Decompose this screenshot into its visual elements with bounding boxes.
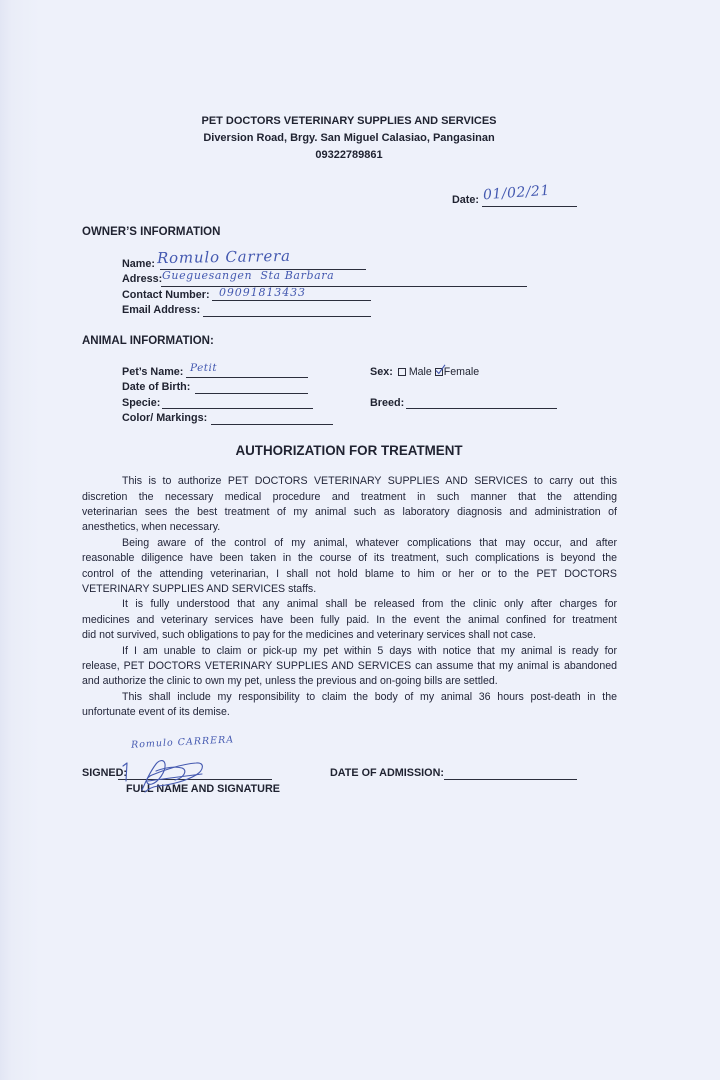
paragraph-line: medicines and veterinary services have been fully paid. In the event the animal confined for treatment bbox=[82, 613, 617, 626]
paragraph-line: This is to authorize PET DOCTORS VETERINARY SUPPLIES AND SERVICES to carry out this bbox=[122, 475, 617, 488]
specie-line bbox=[162, 408, 313, 409]
date-label: Date: bbox=[452, 194, 479, 206]
sex-label: Sex: bbox=[370, 366, 393, 378]
company-address: Diversion Road, Brgy. San Miguel Calasiao, Pangasinan bbox=[203, 132, 495, 144]
owner-address-label: Adress: bbox=[122, 273, 163, 285]
company-phone: 09322789861 bbox=[315, 149, 383, 161]
animal-section-heading: ANIMAL INFORMATION: bbox=[82, 335, 214, 347]
owner-name-handwritten: Romulo Carrera bbox=[156, 246, 291, 268]
sex-option-female: Female bbox=[443, 366, 480, 378]
admission-date-label: DATE OF ADMISSION: bbox=[330, 767, 444, 779]
pet-name-label: Pet’s Name: bbox=[122, 366, 184, 378]
dob-label: Date of Birth: bbox=[122, 381, 191, 393]
paragraph-line: reasonable diligence have been taken in the course of its treatment, such complications is beyond the bbox=[82, 552, 617, 565]
authorization-paragraph bbox=[82, 536, 617, 598]
pet-name-line bbox=[186, 377, 308, 378]
paragraph-line: If I am unable to claim or pick-up my pet within 5 days with notice that my animal is ready for bbox=[122, 644, 617, 657]
owner-contact-handwritten: 09091813433 bbox=[219, 286, 306, 299]
date-line bbox=[482, 206, 577, 207]
authorization-paragraph bbox=[82, 644, 617, 690]
authorization-paragraph bbox=[82, 690, 617, 721]
paragraph-line: release, PET DOCTORS VETERINARY SUPPLIES AND SERVICES can assume that my animal is abandoned bbox=[82, 659, 617, 672]
owner-address-line bbox=[161, 286, 527, 287]
paragraph-line: It is fully understood that any animal shall be released from the clinic only after charges for bbox=[122, 598, 617, 611]
authorization-paragraph bbox=[82, 474, 617, 536]
date-value-handwritten: 01/02/21 bbox=[482, 182, 551, 204]
authorization-title: AUTHORIZATION FOR TREATMENT bbox=[235, 443, 463, 458]
paragraph-line: did not survived, such obligations to pay for the medicines and veterinary services shall not case. bbox=[82, 629, 537, 642]
company-name: PET DOCTORS VETERINARY SUPPLIES AND SERVICES bbox=[201, 115, 497, 127]
paragraph-line: unfortunate event of its demise. bbox=[82, 706, 230, 719]
dob-line bbox=[195, 393, 308, 394]
paragraph-line: veterinarian sees the best treatment of my animal such as laboratory diagnosis and administration of bbox=[82, 506, 617, 519]
signed-label: SIGNED: bbox=[82, 767, 127, 779]
owner-email-label: Email Address: bbox=[122, 304, 201, 316]
breed-label: Breed: bbox=[370, 397, 405, 409]
specie-label: Specie: bbox=[122, 397, 161, 409]
owner-contact-label: Contact Number: bbox=[122, 289, 210, 301]
color-markings-label: Color/ Markings: bbox=[122, 412, 208, 424]
pet-name-handwritten: Petit bbox=[190, 362, 218, 374]
male-checkbox bbox=[398, 368, 406, 376]
check-mark-icon bbox=[435, 364, 446, 375]
owner-email-line bbox=[203, 316, 371, 317]
admission-date-line bbox=[444, 779, 577, 780]
owner-name-label: Name: bbox=[122, 258, 156, 270]
sex-option-male: Male bbox=[408, 366, 432, 378]
signature-scribble bbox=[112, 750, 216, 796]
paragraph-line: anesthetics, when necessary. bbox=[82, 521, 221, 534]
printed-name-handwritten: Romulo CARRERA bbox=[130, 734, 235, 751]
paragraph-line: discretion the necessary medical procedure and treatment in such manner that the attending bbox=[82, 490, 617, 503]
signature-caption: FULL NAME AND SIGNATURE bbox=[126, 783, 280, 795]
sex-field bbox=[370, 365, 479, 379]
paragraph-line: VETERINARY SUPPLIES AND SERVICES staffs. bbox=[82, 583, 317, 596]
paragraph-line: control of the attending veterinarian, I shall not hold blame to him or her or to the PET DOCTORS bbox=[82, 567, 617, 580]
authorization-body bbox=[82, 474, 617, 720]
paragraph-line: This shall include my responsibility to claim the body of my animal 36 hours post-death in the bbox=[122, 690, 617, 703]
breed-line bbox=[406, 408, 557, 409]
paragraph-line: and authorize the clinic to own my pet, unless the previous and on-going bills are settled. bbox=[82, 675, 498, 688]
owner-section-heading: OWNER’S INFORMATION bbox=[82, 226, 221, 238]
owner-contact-line bbox=[212, 300, 371, 301]
owner-address-handwritten: Gueguesangen Sta Barbara bbox=[162, 269, 335, 282]
color-markings-line bbox=[211, 424, 333, 425]
authorization-paragraph bbox=[82, 597, 617, 643]
female-checkbox bbox=[435, 368, 443, 376]
paragraph-line: Being aware of the control of my animal, whatever complications that may occur, and after bbox=[122, 536, 617, 549]
